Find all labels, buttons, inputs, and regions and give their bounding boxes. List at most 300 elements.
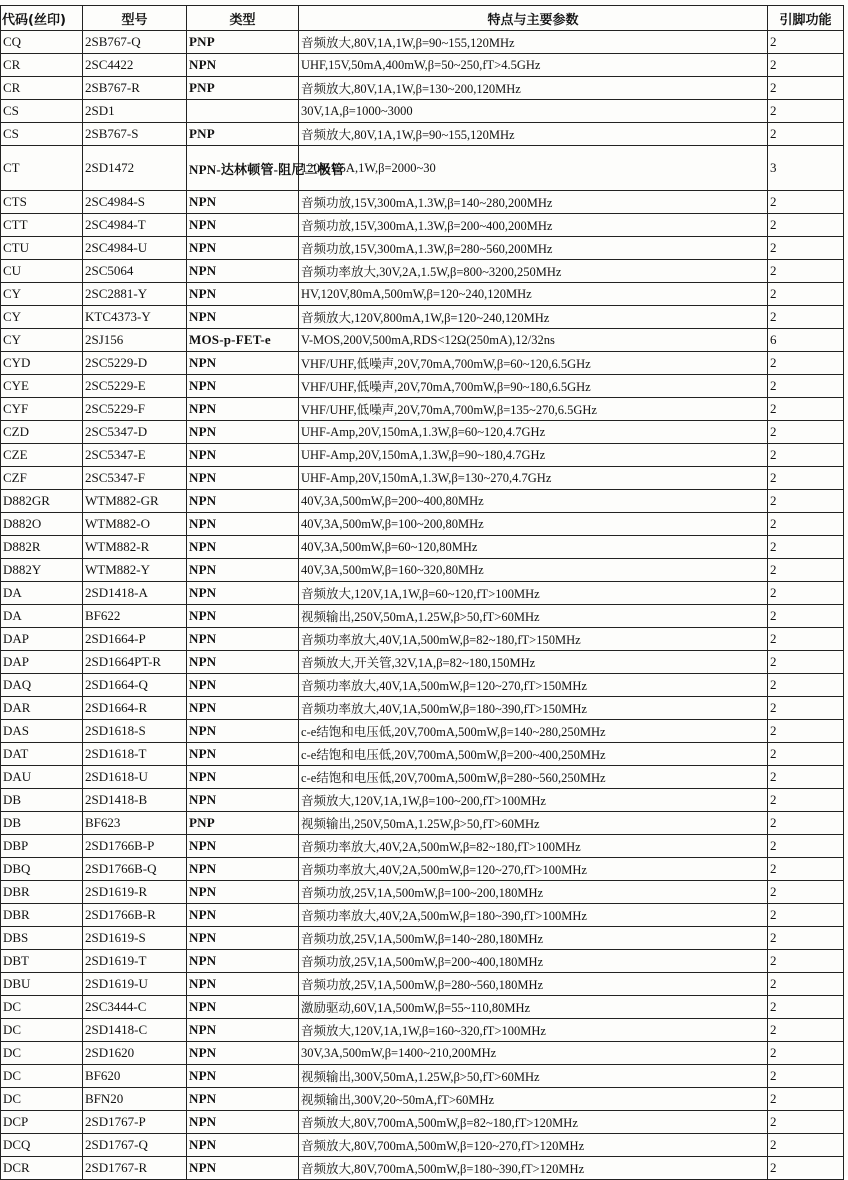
table-row (1, 1134, 844, 1157)
cell-pins: 2 (768, 927, 844, 950)
cell-type: NPN (187, 54, 299, 77)
table-row (1, 77, 844, 100)
cell-pins: 3 (768, 146, 844, 191)
cell-pins: 2 (768, 237, 844, 260)
cell-pins: 2 (768, 720, 844, 743)
cell-pins: 2 (768, 766, 844, 789)
cell-params: 音频功放,25V,1A,500mW,β=280~560,180MHz (299, 973, 768, 996)
table-row (1, 1088, 844, 1111)
cell-code: CYF (1, 398, 83, 421)
cell-code: DC (1, 996, 83, 1019)
cell-model: 2SC5064 (83, 260, 187, 283)
cell-type: NPN (187, 881, 299, 904)
table-row (1, 352, 844, 375)
cell-pins: 2 (768, 306, 844, 329)
cell-params: UHF-Amp,20V,150mA,1.3W,β=90~180,4.7GHz (299, 444, 768, 467)
table-row (1, 146, 844, 191)
cell-code: CR (1, 54, 83, 77)
cell-model: 2SC5347-E (83, 444, 187, 467)
cell-type: NPN (187, 720, 299, 743)
header-model: 型号 (83, 6, 187, 31)
cell-model: 2SB767-R (83, 77, 187, 100)
cell-type: NPN (187, 1042, 299, 1065)
cell-type: PNP (187, 77, 299, 100)
cell-pins: 6 (768, 329, 844, 352)
cell-pins: 2 (768, 31, 844, 54)
cell-params: 音频功率放大,40V,1A,500mW,β=82~180,fT>150MHz (299, 628, 768, 651)
cell-code: CQ (1, 31, 83, 54)
cell-params: V-MOS,200V,500mA,RDS<12Ω(250mA),12/32ns (299, 329, 768, 352)
cell-model: 2SD1619-T (83, 950, 187, 973)
cell-params: 视频输出,250V,50mA,1.25W,β>50,fT>60MHz (299, 605, 768, 628)
cell-type: NPN (187, 1157, 299, 1180)
table-row (1, 743, 844, 766)
table-row (1, 100, 844, 123)
cell-code: CZF (1, 467, 83, 490)
cell-type: NPN-达林顿管-阻尼二极管 (187, 146, 299, 191)
cell-pins: 2 (768, 697, 844, 720)
cell-params: 视频输出,300V,50mA,1.25W,β>50,fT>60MHz (299, 1065, 768, 1088)
table-row (1, 674, 844, 697)
cell-model: 2SD1664PT-R (83, 651, 187, 674)
cell-type: NPN (187, 789, 299, 812)
cell-type: NPN (187, 651, 299, 674)
cell-code: DAP (1, 628, 83, 651)
cell-code: CTU (1, 237, 83, 260)
cell-type: NPN (187, 214, 299, 237)
cell-code: DAR (1, 697, 83, 720)
table-row (1, 421, 844, 444)
cell-model: 2SD1766B-R (83, 904, 187, 927)
cell-code: CTS (1, 191, 83, 214)
table-row (1, 306, 844, 329)
cell-params: 音频功放,25V,1A,500mW,β=140~280,180MHz (299, 927, 768, 950)
cell-pins: 2 (768, 1042, 844, 1065)
cell-pins: 2 (768, 100, 844, 123)
cell-model: 2SC3444-C (83, 996, 187, 1019)
cell-pins: 2 (768, 858, 844, 881)
cell-pins: 2 (768, 490, 844, 513)
cell-params: 40V,3A,500mW,β=160~320,80MHz (299, 559, 768, 582)
cell-model: WTM882-GR (83, 490, 187, 513)
cell-model: 2SD1 (83, 100, 187, 123)
table-row (1, 191, 844, 214)
cell-type: PNP (187, 123, 299, 146)
cell-type: MOS-p-FET-e (187, 329, 299, 352)
cell-pins: 2 (768, 973, 844, 996)
cell-model: 2SB767-S (83, 123, 187, 146)
cell-code: DA (1, 582, 83, 605)
cell-type: NPN (187, 743, 299, 766)
table-row (1, 697, 844, 720)
cell-params: 音频放大,120V,1A,1W,β=160~320,fT>100MHz (299, 1019, 768, 1042)
cell-type: NPN (187, 973, 299, 996)
cell-type: NPN (187, 835, 299, 858)
cell-params: 音频功率放大,40V,1A,500mW,β=180~390,fT>150MHz (299, 697, 768, 720)
cell-code: DBP (1, 835, 83, 858)
cell-code: DBT (1, 950, 83, 973)
cell-code: D882Y (1, 559, 83, 582)
cell-params: 音频功率放大,40V,1A,500mW,β=120~270,fT>150MHz (299, 674, 768, 697)
cell-model: 2SD1664-R (83, 697, 187, 720)
table-row (1, 536, 844, 559)
cell-pins: 2 (768, 743, 844, 766)
table-row (1, 559, 844, 582)
cell-code: DBS (1, 927, 83, 950)
cell-code: DC (1, 1088, 83, 1111)
cell-params: 音频放大,120V,1A,1W,β=60~120,fT>100MHz (299, 582, 768, 605)
table-row (1, 835, 844, 858)
cell-type: NPN (187, 1019, 299, 1042)
cell-code: D882O (1, 513, 83, 536)
cell-code: CYD (1, 352, 83, 375)
cell-model: 2SC5229-F (83, 398, 187, 421)
cell-type: NPN (187, 306, 299, 329)
cell-code: DAS (1, 720, 83, 743)
cell-type: PNP (187, 31, 299, 54)
header-params: 特点与主要参数 (299, 6, 768, 31)
cell-pins: 2 (768, 214, 844, 237)
cell-params: 视频输出,300V,20~50mA,fT>60MHz (299, 1088, 768, 1111)
cell-type: NPN (187, 559, 299, 582)
table-row (1, 881, 844, 904)
table-row (1, 260, 844, 283)
cell-model: 2SD1619-S (83, 927, 187, 950)
cell-pins: 2 (768, 559, 844, 582)
cell-type (187, 100, 299, 123)
cell-params: 激励驱动,60V,1A,500mW,β=55~110,80MHz (299, 996, 768, 1019)
cell-model: 2SC5347-D (83, 421, 187, 444)
table-row (1, 1042, 844, 1065)
cell-pins: 2 (768, 123, 844, 146)
cell-pins: 2 (768, 789, 844, 812)
cell-code: DBQ (1, 858, 83, 881)
table-header-row (1, 6, 844, 31)
cell-pins: 2 (768, 582, 844, 605)
table-row (1, 467, 844, 490)
cell-params: c-e结饱和电压低,20V,700mA,500mW,β=140~280,250MHz (299, 720, 768, 743)
cell-model: 2SC4422 (83, 54, 187, 77)
table-row (1, 54, 844, 77)
table-row (1, 444, 844, 467)
cell-type: NPN (187, 582, 299, 605)
table-row (1, 950, 844, 973)
cell-model: 2SD1664-Q (83, 674, 187, 697)
cell-type: NPN (187, 697, 299, 720)
cell-code: DCQ (1, 1134, 83, 1157)
cell-model: 2SD1766B-P (83, 835, 187, 858)
cell-params: 音频放大,120V,800mA,1W,β=120~240,120MHz (299, 306, 768, 329)
cell-model: BF623 (83, 812, 187, 835)
cell-model: 2SJ156 (83, 329, 187, 352)
cell-params: 音频放大,80V,700mA,500mW,β=82~180,fT>120MHz (299, 1111, 768, 1134)
cell-type: NPN (187, 904, 299, 927)
cell-type: NPN (187, 352, 299, 375)
cell-pins: 2 (768, 835, 844, 858)
cell-code: DC (1, 1019, 83, 1042)
cell-model: 2SD1418-C (83, 1019, 187, 1042)
cell-pins: 2 (768, 54, 844, 77)
table-row (1, 973, 844, 996)
table-row (1, 237, 844, 260)
cell-type: NPN (187, 283, 299, 306)
cell-pins: 2 (768, 77, 844, 100)
table-row (1, 858, 844, 881)
cell-model: 2SD1766B-Q (83, 858, 187, 881)
cell-code: DCP (1, 1111, 83, 1134)
cell-code: DAP (1, 651, 83, 674)
cell-code: DAT (1, 743, 83, 766)
cell-type: NPN (187, 1134, 299, 1157)
cell-code: CTT (1, 214, 83, 237)
cell-model: 2SD1418-A (83, 582, 187, 605)
cell-pins: 2 (768, 352, 844, 375)
header-pins: 引脚功能 (768, 6, 844, 31)
cell-pins: 2 (768, 513, 844, 536)
cell-params: 音频功放,15V,300mA,1.3W,β=200~400,200MHz (299, 214, 768, 237)
cell-model: WTM882-Y (83, 559, 187, 582)
cell-params: VHF/UHF,低噪声,20V,70mA,700mW,β=60~120,6.5GHz (299, 352, 768, 375)
cell-code: CU (1, 260, 83, 283)
cell-code: CS (1, 123, 83, 146)
cell-type: NPN (187, 950, 299, 973)
cell-params: 音频功率放大,40V,2A,500mW,β=180~390,fT>100MHz (299, 904, 768, 927)
cell-model: 2SC2881-Y (83, 283, 187, 306)
cell-params: VHF/UHF,低噪声,20V,70mA,700mW,β=90~180,6.5GHz (299, 375, 768, 398)
table-row (1, 490, 844, 513)
cell-pins: 2 (768, 881, 844, 904)
cell-params: 音频功放,15V,300mA,1.3W,β=140~280,200MHz (299, 191, 768, 214)
cell-params: HV,120V,80mA,500mW,β=120~240,120MHz (299, 283, 768, 306)
cell-type: NPN (187, 191, 299, 214)
cell-model: BFN20 (83, 1088, 187, 1111)
cell-pins: 2 (768, 605, 844, 628)
cell-params: 音频放大,80V,1A,1W,β=90~155,120MHz (299, 123, 768, 146)
cell-model: 2SD1618-S (83, 720, 187, 743)
cell-code: DA (1, 605, 83, 628)
cell-model: 2SD1664-P (83, 628, 187, 651)
cell-code: DB (1, 812, 83, 835)
cell-type: NPN (187, 237, 299, 260)
cell-pins: 2 (768, 375, 844, 398)
cell-pins: 2 (768, 1157, 844, 1180)
table-row (1, 513, 844, 536)
cell-pins: 2 (768, 628, 844, 651)
cell-model: 2SB767-Q (83, 31, 187, 54)
cell-type: NPN (187, 375, 299, 398)
table-row (1, 214, 844, 237)
cell-model: 2SC4984-T (83, 214, 187, 237)
cell-pins: 2 (768, 283, 844, 306)
cell-code: DCR (1, 1157, 83, 1180)
cell-params: 音频放大,80V,700mA,500mW,β=120~270,fT>120MHz (299, 1134, 768, 1157)
cell-model: BF622 (83, 605, 187, 628)
cell-pins: 2 (768, 1065, 844, 1088)
cell-type: NPN (187, 996, 299, 1019)
cell-type: NPN (187, 674, 299, 697)
table-row (1, 1111, 844, 1134)
cell-type: NPN (187, 605, 299, 628)
cell-type: NPN (187, 444, 299, 467)
cell-model: 2SD1618-U (83, 766, 187, 789)
cell-model: 2SD1767-Q (83, 1134, 187, 1157)
cell-model: WTM882-O (83, 513, 187, 536)
cell-params: 30V,3A,500mW,β=1400~210,200MHz (299, 1042, 768, 1065)
cell-model: 2SD1418-B (83, 789, 187, 812)
cell-pins: 2 (768, 421, 844, 444)
cell-type: NPN (187, 1065, 299, 1088)
table-row (1, 996, 844, 1019)
cell-code: D882GR (1, 490, 83, 513)
cell-pins: 2 (768, 1134, 844, 1157)
cell-params: 30V,1A,β=1000~3000 (299, 100, 768, 123)
cell-pins: 2 (768, 996, 844, 1019)
cell-params: 音频放大,120V,1A,1W,β=100~200,fT>100MHz (299, 789, 768, 812)
cell-params: UHF-Amp,20V,150mA,1.3W,β=130~270,4.7GHz (299, 467, 768, 490)
table-row (1, 1065, 844, 1088)
table-row (1, 927, 844, 950)
table-row (1, 766, 844, 789)
cell-model: BF620 (83, 1065, 187, 1088)
cell-params: 视频输出,250V,50mA,1.25W,β>50,fT>60MHz (299, 812, 768, 835)
cell-code: DC (1, 1042, 83, 1065)
cell-pins: 2 (768, 651, 844, 674)
cell-params: 音频功放,15V,300mA,1.3W,β=280~560,200MHz (299, 237, 768, 260)
cell-code: CZE (1, 444, 83, 467)
cell-params: 音频放大,80V,1A,1W,β=130~200,120MHz (299, 77, 768, 100)
cell-code: DBR (1, 904, 83, 927)
table-row (1, 789, 844, 812)
cell-params: 40V,3A,500mW,β=100~200,80MHz (299, 513, 768, 536)
cell-params: VHF/UHF,低噪声,20V,70mA,700mW,β=135~270,6.5GHz (299, 398, 768, 421)
table-row (1, 1019, 844, 1042)
cell-params: 音频功率放大,40V,2A,500mW,β=82~180,fT>100MHz (299, 835, 768, 858)
cell-params: 120V,1.5A,1W,β=2000~30 (299, 146, 768, 191)
cell-pins: 2 (768, 398, 844, 421)
header-code: 代码(丝印) (1, 6, 83, 31)
cell-model: KTC4373-Y (83, 306, 187, 329)
cell-code: DBR (1, 881, 83, 904)
cell-params: c-e结饱和电压低,20V,700mA,500mW,β=200~400,250MHz (299, 743, 768, 766)
cell-params: 音频功放,25V,1A,500mW,β=100~200,180MHz (299, 881, 768, 904)
cell-params: c-e结饱和电压低,20V,700mA,500mW,β=280~560,250MHz (299, 766, 768, 789)
cell-pins: 2 (768, 444, 844, 467)
cell-type: NPN (187, 1088, 299, 1111)
cell-model: 2SD1767-P (83, 1111, 187, 1134)
table-row (1, 375, 844, 398)
cell-model: 2SD1619-U (83, 973, 187, 996)
cell-params: 音频放大,80V,700mA,500mW,β=180~390,fT>120MHz (299, 1157, 768, 1180)
cell-params: UHF,15V,50mA,400mW,β=50~250,fT>4.5GHz (299, 54, 768, 77)
table-row (1, 651, 844, 674)
cell-pins: 2 (768, 536, 844, 559)
table-row (1, 628, 844, 651)
cell-params: UHF-Amp,20V,150mA,1.3W,β=60~120,4.7GHz (299, 421, 768, 444)
cell-params: 音频功率放大,30V,2A,1.5W,β=800~3200,250MHz (299, 260, 768, 283)
cell-pins: 2 (768, 191, 844, 214)
cell-type: NPN (187, 858, 299, 881)
cell-type: NPN (187, 260, 299, 283)
cell-code: CY (1, 306, 83, 329)
cell-code: CYE (1, 375, 83, 398)
cell-code: DB (1, 789, 83, 812)
cell-pins: 2 (768, 1088, 844, 1111)
cell-model: 2SC5229-D (83, 352, 187, 375)
table-row (1, 605, 844, 628)
cell-code: DAU (1, 766, 83, 789)
cell-type: NPN (187, 536, 299, 559)
cell-code: CY (1, 329, 83, 352)
table-row (1, 31, 844, 54)
cell-model: 2SD1618-T (83, 743, 187, 766)
cell-pins: 2 (768, 812, 844, 835)
cell-code: CR (1, 77, 83, 100)
cell-pins: 2 (768, 1111, 844, 1134)
cell-code: CT (1, 146, 83, 191)
cell-params: 音频放大,开关管,32V,1A,β=82~180,150MHz (299, 651, 768, 674)
cell-code: DC (1, 1065, 83, 1088)
cell-params: 音频放大,80V,1A,1W,β=90~155,120MHz (299, 31, 768, 54)
cell-params: 40V,3A,500mW,β=200~400,80MHz (299, 490, 768, 513)
cell-model: 2SC5347-F (83, 467, 187, 490)
cell-pins: 2 (768, 950, 844, 973)
table-row (1, 1157, 844, 1180)
cell-type: NPN (187, 513, 299, 536)
cell-pins: 2 (768, 1019, 844, 1042)
cell-params: 音频功放,25V,1A,500mW,β=200~400,180MHz (299, 950, 768, 973)
cell-pins: 2 (768, 674, 844, 697)
cell-code: CY (1, 283, 83, 306)
cell-type: NPN (187, 421, 299, 444)
cell-model: 2SD1619-R (83, 881, 187, 904)
cell-code: DAQ (1, 674, 83, 697)
table-row (1, 904, 844, 927)
cell-type: NPN (187, 766, 299, 789)
cell-type: NPN (187, 927, 299, 950)
cell-type: NPN (187, 490, 299, 513)
cell-type: NPN (187, 398, 299, 421)
cell-params: 音频功率放大,40V,2A,500mW,β=120~270,fT>100MHz (299, 858, 768, 881)
cell-model: 2SD1767-R (83, 1157, 187, 1180)
table-row (1, 720, 844, 743)
cell-code: CZD (1, 421, 83, 444)
cell-code: DBU (1, 973, 83, 996)
table-row (1, 283, 844, 306)
cell-type: NPN (187, 467, 299, 490)
cell-pins: 2 (768, 467, 844, 490)
cell-model: 2SC4984-S (83, 191, 187, 214)
cell-type: NPN (187, 1111, 299, 1134)
cell-type: NPN (187, 628, 299, 651)
cell-pins: 2 (768, 904, 844, 927)
transistor-marking-table (0, 5, 844, 1180)
header-type: 类型 (187, 6, 299, 31)
table-row (1, 812, 844, 835)
cell-model: 2SC5229-E (83, 375, 187, 398)
cell-params: 40V,3A,500mW,β=60~120,80MHz (299, 536, 768, 559)
table-row (1, 329, 844, 352)
cell-type: PNP (187, 812, 299, 835)
cell-pins: 2 (768, 260, 844, 283)
table-body (1, 31, 844, 1180)
cell-model: 2SD1620 (83, 1042, 187, 1065)
cell-model: 2SD1472 (83, 146, 187, 191)
cell-code: CS (1, 100, 83, 123)
cell-code: D882R (1, 536, 83, 559)
table-row (1, 582, 844, 605)
cell-model: 2SC4984-U (83, 237, 187, 260)
table-row (1, 123, 844, 146)
